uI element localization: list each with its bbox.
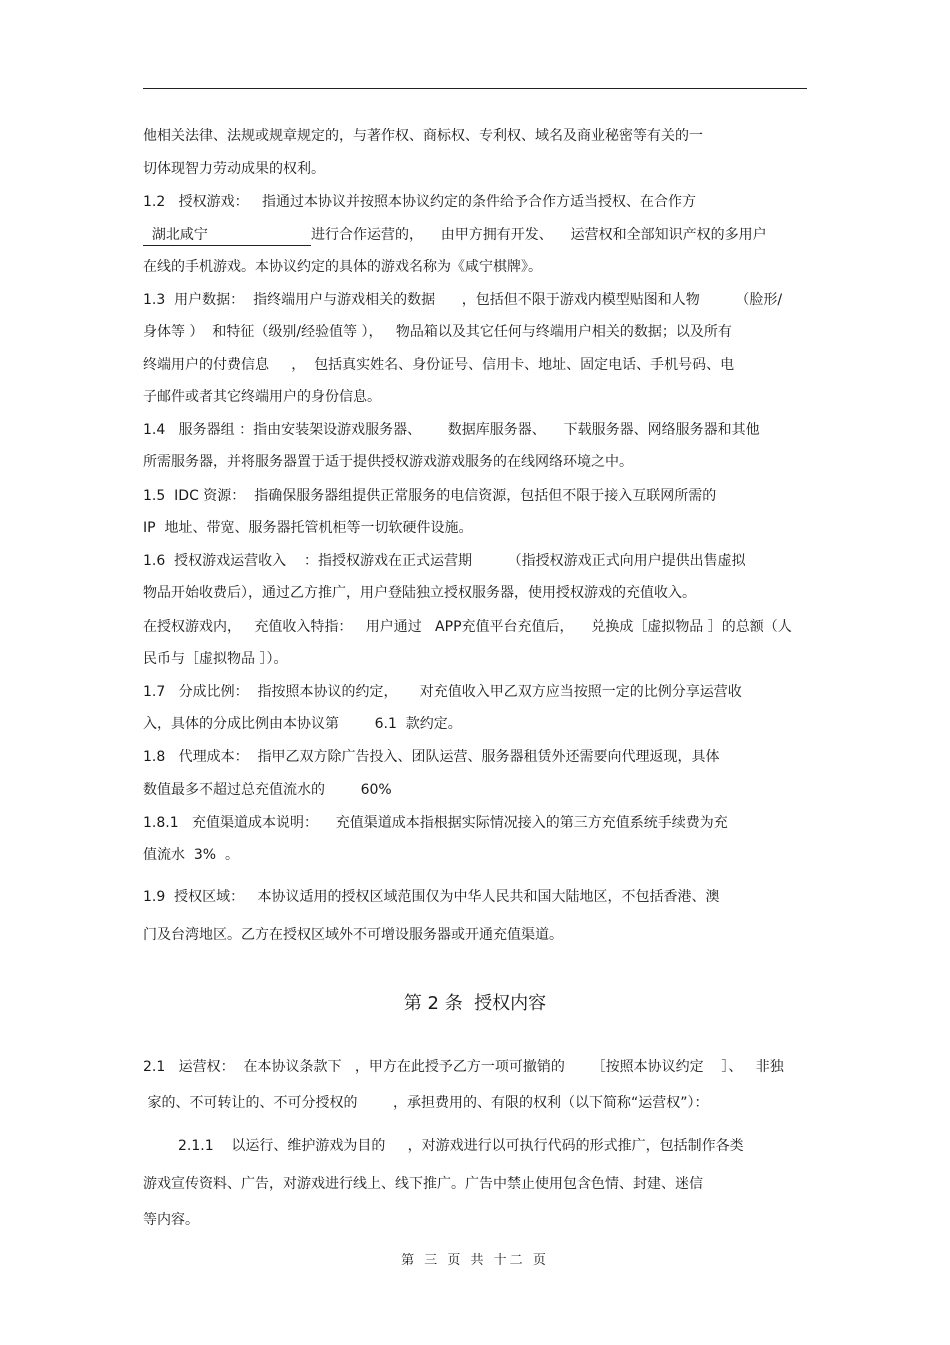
text-line: 1.3 用户数据： 指终端用户与游戏相关的数据 ，包括但不限于游戏内模型贴图和人物 （脸形/ xyxy=(143,292,783,308)
text-line: 身体等 ） 和特征（级别/经验值等 ）， 物品箱以及其它任何与终端用户相关的数据；以及所有 xyxy=(143,324,732,340)
text-line: 门及台湾地区。乙方在授权区域外不可增设服务器或开通充值渠道。 xyxy=(143,927,563,943)
header-rule xyxy=(143,88,807,89)
text-line: 进行合作运营的， 由甲方拥有开发、 运营权和全部知识产权的多用户 xyxy=(311,227,767,243)
text-line: 终端用户的付费信息 ， 包括真实姓名、身份证号、信用卡、地址、固定电话、手机号码、电 xyxy=(143,357,735,373)
filled-region-blank xyxy=(143,225,311,246)
text-line: 子邮件或者其它终端用户的身份信息。 xyxy=(143,389,381,405)
text-line: 2.1.1 以运行、维护游戏为目的 ，对游戏进行以可执行代码的形式推广，包括制作各类 xyxy=(178,1138,744,1154)
filled-region: 湖北咸宁 xyxy=(151,227,208,243)
section-heading: 第 2 条 授权内容 xyxy=(403,993,547,1014)
text-line: 1.4 服务器组 ：指由安装架设游戏服务器、 数据库服务器、 下载服务器、网络服务器和其他 xyxy=(143,422,760,438)
text-line: 1.7 分成比例： 指按照本协议的约定， 对充值收入甲乙双方应当按照一定的比例分享运营收 xyxy=(143,684,742,700)
text-line: 物品开始收费后），通过乙方推广，用户登陆独立授权服务器，使用授权游戏的充值收入。 xyxy=(143,585,696,601)
text-line: 值流水 3% 。 xyxy=(143,847,240,863)
text-line: 游戏宣传资料、广告，对游戏进行线上、线下推广。广告中禁止使用包含色情、封建、迷信 xyxy=(143,1176,703,1192)
text-line: 等内容。 xyxy=(143,1212,199,1228)
text-line: 入，具体的分成比例由本协议第 6.1 款约定。 xyxy=(143,716,462,732)
text-line: 数值最多不超过总充值流水的 60% xyxy=(143,782,392,798)
text-line: 切体现智力劳动成果的权利。 xyxy=(143,161,325,177)
text-line: 1.6 授权游戏运营收入 ：指授权游戏在正式运营期 （指授权游戏正式向用户提供出售虚拟 xyxy=(143,553,746,569)
text-line: 2.1 运营权： 在本协议条款下 ，甲方在此授予乙方一项可撤销的 ［按照本协议约定 ］、 非独 xyxy=(143,1059,784,1075)
text-line: 1.2 授权游戏： 指通过本协议并按照本协议约定的条件给予合作方适当授权、在合作方 xyxy=(143,194,696,210)
text-line: 民币与［虚拟物品 ］）。 xyxy=(143,651,288,667)
text-line: 家的、不可转让的、不可分授权的 ，承担费用的、有限的权利（以下简称“运营权”）： xyxy=(143,1095,709,1111)
text-line: 所需服务器，并将服务器置于适于提供授权游戏游戏服务的在线网络环境之中。 xyxy=(143,454,633,470)
page-footer: 第 三 页 共 十二 页 xyxy=(401,1253,549,1268)
text-line-with-blank xyxy=(143,225,767,246)
text-line: 1.9 授权区域： 本协议适用的授权区域范围仅为中华人民共和国大陆地区，不包括香港、澳 xyxy=(143,889,720,905)
text-line: 1.5 IDC 资源： 指确保服务器组提供正常服务的电信资源，包括但不限于接入互联网所需的 xyxy=(143,488,717,504)
text-line: 1.8.1 充值渠道成本说明： 充值渠道成本指根据实际情况接入的第三方充值系统手续费为充 xyxy=(143,815,728,831)
text-line: 他相关法律、法规或规章规定的，与著作权、商标权、专利权、域名及商业秘密等有关的一 xyxy=(143,128,703,144)
text-line: 1.8 代理成本： 指甲乙双方除广告投入、团队运营、服务器租赁外还需要向代理返现，具体 xyxy=(143,749,720,765)
text-line: IP 地址、带宽、服务器托管机柜等一切软硬件设施。 xyxy=(143,520,473,536)
text-line: 在线的手机游戏。本协议约定的具体的游戏名称为《咸宁棋牌》。 xyxy=(143,259,542,275)
text-line: 在授权游戏内， 充值收入特指： 用户通过 APP充值平台充值后， 兑换成［虚拟物品 ］的总额（人 xyxy=(143,619,792,635)
